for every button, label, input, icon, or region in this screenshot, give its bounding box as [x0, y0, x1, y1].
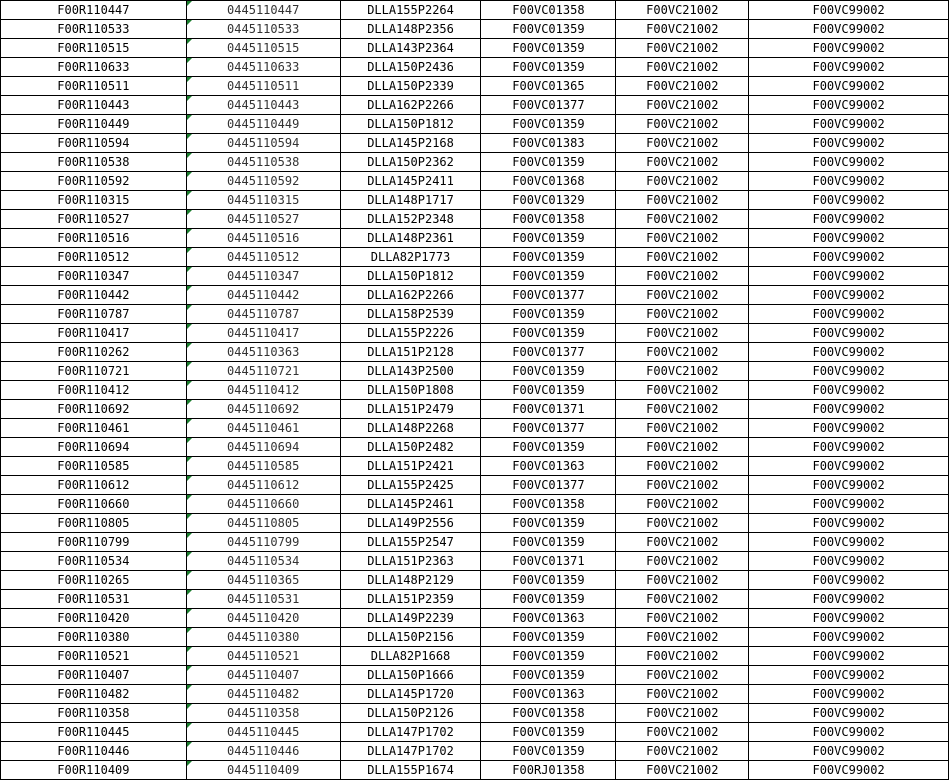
part-number-cell[interactable]: F00R110445 [1, 723, 187, 742]
valve-cell[interactable]: F00VC01359 [481, 723, 616, 742]
injector-number-cell[interactable]: 0445110633 [186, 58, 340, 77]
part-number-cell[interactable]: F00R110380 [1, 628, 187, 647]
nozzle-cell[interactable]: DLLA150P1808 [340, 381, 481, 400]
valve-cell[interactable]: F00VC01377 [481, 343, 616, 362]
injector-number-cell[interactable]: 0445110538 [186, 153, 340, 172]
table-row [1, 628, 949, 647]
valve-cell[interactable]: F00VC01359 [481, 248, 616, 267]
part-number-cell[interactable]: F00R110527 [1, 210, 187, 229]
nozzle-cell[interactable]: DLLA151P2128 [340, 343, 481, 362]
table-row [1, 609, 949, 628]
nozzle-cell[interactable]: DLLA150P2126 [340, 704, 481, 723]
nozzle-cell[interactable]: DLLA151P2359 [340, 590, 481, 609]
table-row [1, 115, 949, 134]
valve-cell[interactable]: F00VC01359 [481, 324, 616, 343]
spring-cell[interactable]: F00VC21002 [616, 590, 749, 609]
kit-cell[interactable]: F00VC99002 [749, 305, 949, 324]
injector-number-cell[interactable]: 0445110347 [186, 267, 340, 286]
injector-number-cell[interactable]: 0445110445 [186, 723, 340, 742]
part-number-cell[interactable]: F00R110515 [1, 39, 187, 58]
part-number-cell[interactable]: F00R110594 [1, 134, 187, 153]
nozzle-cell[interactable]: DLLA152P2348 [340, 210, 481, 229]
nozzle-cell[interactable]: DLLA145P2461 [340, 495, 481, 514]
injector-number-cell[interactable]: 0445110449 [186, 115, 340, 134]
table-row [1, 704, 949, 723]
injector-number-cell[interactable]: 0445110531 [186, 590, 340, 609]
spring-cell[interactable]: F00VC21002 [616, 381, 749, 400]
injector-number-cell[interactable]: 0445110612 [186, 476, 340, 495]
nozzle-cell[interactable]: DLLA143P2364 [340, 39, 481, 58]
table-row [1, 343, 949, 362]
kit-cell[interactable]: F00VC99002 [749, 438, 949, 457]
spring-cell[interactable]: F00VC21002 [616, 476, 749, 495]
injector-number-cell[interactable]: 0445110442 [186, 286, 340, 305]
kit-cell[interactable]: F00VC99002 [749, 419, 949, 438]
kit-cell[interactable]: F00VC99002 [749, 362, 949, 381]
valve-cell[interactable]: F00VC01377 [481, 286, 616, 305]
valve-cell[interactable]: F00VC01329 [481, 191, 616, 210]
valve-cell[interactable]: F00VC01363 [481, 609, 616, 628]
spring-cell[interactable]: F00VC21002 [616, 571, 749, 590]
nozzle-cell[interactable]: DLLA147P1702 [340, 723, 481, 742]
nozzle-cell[interactable]: DLLA162P2266 [340, 286, 481, 305]
valve-cell[interactable]: F00VC01359 [481, 153, 616, 172]
kit-cell[interactable]: F00VC99002 [749, 571, 949, 590]
spring-cell[interactable]: F00VC21002 [616, 210, 749, 229]
table-row [1, 134, 949, 153]
part-number-cell[interactable]: F00R110521 [1, 647, 187, 666]
nozzle-cell[interactable]: DLLA155P1674 [340, 761, 481, 780]
valve-cell[interactable]: F00VC01371 [481, 400, 616, 419]
table-row [1, 305, 949, 324]
part-number-cell[interactable]: F00R110447 [1, 1, 187, 20]
part-number-cell[interactable]: F00R110409 [1, 761, 187, 780]
spring-cell[interactable]: F00VC21002 [616, 552, 749, 571]
table-row [1, 723, 949, 742]
part-number-cell[interactable]: F00R110446 [1, 742, 187, 761]
valve-cell[interactable]: F00VC01359 [481, 229, 616, 248]
table-row [1, 495, 949, 514]
valve-cell[interactable]: F00VC01359 [481, 115, 616, 134]
spring-cell[interactable]: F00VC21002 [616, 191, 749, 210]
table-row [1, 324, 949, 343]
nozzle-cell[interactable]: DLLA145P2168 [340, 134, 481, 153]
kit-cell[interactable]: F00VC99002 [749, 267, 949, 286]
kit-cell[interactable]: F00VC99002 [749, 495, 949, 514]
injector-number-cell[interactable]: 0445110315 [186, 191, 340, 210]
part-number-cell[interactable]: F00R110265 [1, 571, 187, 590]
nozzle-cell[interactable]: DLLA82P1668 [340, 647, 481, 666]
kit-cell[interactable]: F00VC99002 [749, 134, 949, 153]
valve-cell[interactable]: F00VC01358 [481, 704, 616, 723]
kit-cell[interactable]: F00VC99002 [749, 153, 949, 172]
spring-cell[interactable]: F00VC21002 [616, 628, 749, 647]
spring-cell[interactable]: F00VC21002 [616, 96, 749, 115]
injector-number-cell[interactable]: 0445110805 [186, 514, 340, 533]
table-row [1, 20, 949, 39]
spring-cell[interactable]: F00VC21002 [616, 419, 749, 438]
kit-cell[interactable]: F00VC99002 [749, 628, 949, 647]
injector-number-cell[interactable]: 0445110694 [186, 438, 340, 457]
injector-number-cell[interactable]: 0445110594 [186, 134, 340, 153]
spring-cell[interactable]: F00VC21002 [616, 172, 749, 191]
part-number-cell[interactable]: F00R110511 [1, 77, 187, 96]
spring-cell[interactable]: F00VC21002 [616, 267, 749, 286]
part-number-cell[interactable]: F00R110461 [1, 419, 187, 438]
kit-cell[interactable]: F00VC99002 [749, 704, 949, 723]
table-row [1, 476, 949, 495]
kit-cell[interactable]: F00VC99002 [749, 723, 949, 742]
spring-cell[interactable]: F00VC21002 [616, 286, 749, 305]
table-row [1, 267, 949, 286]
kit-cell[interactable]: F00VC99002 [749, 96, 949, 115]
part-number-cell[interactable]: F00R110443 [1, 96, 187, 115]
table-row [1, 514, 949, 533]
injector-number-cell[interactable]: 0445110358 [186, 704, 340, 723]
nozzle-cell[interactable]: DLLA149P2239 [340, 609, 481, 628]
valve-cell[interactable]: F00VC01359 [481, 267, 616, 286]
table-row [1, 438, 949, 457]
nozzle-cell[interactable]: DLLA151P2479 [340, 400, 481, 419]
valve-cell[interactable]: F00VC01359 [481, 628, 616, 647]
part-number-cell[interactable]: F00R110516 [1, 229, 187, 248]
spring-cell[interactable]: F00VC21002 [616, 495, 749, 514]
part-number-cell[interactable]: F00R110633 [1, 58, 187, 77]
kit-cell[interactable]: F00VC99002 [749, 324, 949, 343]
part-number-cell[interactable]: F00R110417 [1, 324, 187, 343]
nozzle-cell[interactable]: DLLA150P2339 [340, 77, 481, 96]
part-number-cell[interactable]: F00R110358 [1, 704, 187, 723]
injector-number-cell[interactable]: 0445110512 [186, 248, 340, 267]
injector-number-cell[interactable]: 0445110692 [186, 400, 340, 419]
nozzle-cell[interactable]: DLLA150P1812 [340, 267, 481, 286]
kit-cell[interactable]: F00VC99002 [749, 685, 949, 704]
spring-cell[interactable]: F00VC21002 [616, 248, 749, 267]
part-number-cell[interactable]: F00R110787 [1, 305, 187, 324]
valve-cell[interactable]: F00VC01358 [481, 495, 616, 514]
kit-cell[interactable]: F00VC99002 [749, 590, 949, 609]
injector-number-cell[interactable]: 0445110363 [186, 343, 340, 362]
spring-cell[interactable]: F00VC21002 [616, 438, 749, 457]
kit-cell[interactable]: F00VC99002 [749, 343, 949, 362]
spring-cell[interactable]: F00VC21002 [616, 115, 749, 134]
nozzle-cell[interactable]: DLLA155P2264 [340, 1, 481, 20]
valve-cell[interactable]: F00VC01363 [481, 685, 616, 704]
part-number-cell[interactable]: F00R110442 [1, 286, 187, 305]
valve-cell[interactable]: F00VC01359 [481, 39, 616, 58]
kit-cell[interactable]: F00VC99002 [749, 77, 949, 96]
part-number-cell[interactable]: F00R110534 [1, 552, 187, 571]
injector-number-cell[interactable]: 0445110420 [186, 609, 340, 628]
spring-cell[interactable]: F00VC21002 [616, 400, 749, 419]
injector-number-cell[interactable]: 0445110380 [186, 628, 340, 647]
valve-cell[interactable]: F00VC01359 [481, 514, 616, 533]
nozzle-cell[interactable]: DLLA162P2266 [340, 96, 481, 115]
part-number-cell[interactable]: F00R110721 [1, 362, 187, 381]
valve-cell[interactable]: F00VC01359 [481, 58, 616, 77]
part-number-cell[interactable]: F00R110660 [1, 495, 187, 514]
kit-cell[interactable]: F00VC99002 [749, 172, 949, 191]
nozzle-cell[interactable]: DLLA151P2421 [340, 457, 481, 476]
injector-number-cell[interactable]: 0445110407 [186, 666, 340, 685]
valve-cell[interactable]: F00VC01359 [481, 20, 616, 39]
table-row [1, 552, 949, 571]
valve-cell[interactable]: F00VC01359 [481, 362, 616, 381]
kit-cell[interactable]: F00VC99002 [749, 457, 949, 476]
spring-cell[interactable]: F00VC21002 [616, 58, 749, 77]
part-number-cell[interactable]: F00R110482 [1, 685, 187, 704]
nozzle-cell[interactable]: DLLA158P2539 [340, 305, 481, 324]
valve-cell[interactable]: F00VC01368 [481, 172, 616, 191]
spring-cell[interactable]: F00VC21002 [616, 704, 749, 723]
injector-number-cell[interactable]: 0445110446 [186, 742, 340, 761]
table-row [1, 286, 949, 305]
part-number-cell[interactable]: F00R110407 [1, 666, 187, 685]
spring-cell[interactable]: F00VC21002 [616, 153, 749, 172]
injector-number-cell[interactable]: 0445110482 [186, 685, 340, 704]
injector-number-cell[interactable]: 0445110515 [186, 39, 340, 58]
valve-cell[interactable]: F00VC01371 [481, 552, 616, 571]
nozzle-cell[interactable]: DLLA149P2556 [340, 514, 481, 533]
injector-number-cell[interactable]: 0445110787 [186, 305, 340, 324]
injector-number-cell[interactable]: 0445110412 [186, 381, 340, 400]
part-number-cell[interactable]: F00R110512 [1, 248, 187, 267]
table-row [1, 153, 949, 172]
injector-number-cell[interactable]: 0445110447 [186, 1, 340, 20]
injector-number-cell[interactable]: 0445110527 [186, 210, 340, 229]
injector-number-cell[interactable]: 0445110799 [186, 533, 340, 552]
spring-cell[interactable]: F00VC21002 [616, 514, 749, 533]
valve-cell[interactable]: F00VC01377 [481, 96, 616, 115]
valve-cell[interactable]: F00VC01359 [481, 571, 616, 590]
spring-cell[interactable]: F00VC21002 [616, 305, 749, 324]
kit-cell[interactable]: F00VC99002 [749, 609, 949, 628]
valve-cell[interactable]: F00VC01359 [481, 647, 616, 666]
kit-cell[interactable]: F00VC99002 [749, 647, 949, 666]
nozzle-cell[interactable]: DLLA150P1812 [340, 115, 481, 134]
nozzle-cell[interactable]: DLLA82P1773 [340, 248, 481, 267]
part-number-cell[interactable]: F00R110694 [1, 438, 187, 457]
table-row [1, 666, 949, 685]
kit-cell[interactable]: F00VC99002 [749, 58, 949, 77]
spreadsheet-body [1, 1, 949, 780]
valve-cell[interactable]: F00VC01359 [481, 742, 616, 761]
injector-number-cell[interactable]: 0445110721 [186, 362, 340, 381]
valve-cell[interactable]: F00VC01358 [481, 210, 616, 229]
spring-cell[interactable]: F00VC21002 [616, 39, 749, 58]
injector-number-cell[interactable]: 0445110511 [186, 77, 340, 96]
spring-cell[interactable]: F00VC21002 [616, 685, 749, 704]
part-number-cell[interactable]: F00R110805 [1, 514, 187, 533]
spring-cell[interactable]: F00VC21002 [616, 742, 749, 761]
kit-cell[interactable]: F00VC99002 [749, 1, 949, 20]
table-row [1, 590, 949, 609]
table-row [1, 210, 949, 229]
table-row [1, 1, 949, 20]
part-number-cell[interactable]: F00R110420 [1, 609, 187, 628]
table-row [1, 533, 949, 552]
kit-cell[interactable]: F00VC99002 [749, 39, 949, 58]
part-number-cell[interactable]: F00R110262 [1, 343, 187, 362]
nozzle-cell[interactable]: DLLA148P2129 [340, 571, 481, 590]
nozzle-cell[interactable]: DLLA150P2362 [340, 153, 481, 172]
spring-cell[interactable]: F00VC21002 [616, 723, 749, 742]
spring-cell[interactable]: F00VC21002 [616, 324, 749, 343]
nozzle-cell[interactable]: DLLA155P2547 [340, 533, 481, 552]
injector-number-cell[interactable]: 0445110521 [186, 647, 340, 666]
kit-cell[interactable]: F00VC99002 [749, 20, 949, 39]
part-number-cell[interactable]: F00R110449 [1, 115, 187, 134]
valve-cell[interactable]: F00VC01359 [481, 381, 616, 400]
spring-cell[interactable]: F00VC21002 [616, 647, 749, 666]
spring-cell[interactable]: F00VC21002 [616, 666, 749, 685]
table-row [1, 362, 949, 381]
spring-cell[interactable]: F00VC21002 [616, 533, 749, 552]
nozzle-cell[interactable]: DLLA148P2361 [340, 229, 481, 248]
nozzle-cell[interactable]: DLLA145P1720 [340, 685, 481, 704]
injector-number-cell[interactable]: 0445110660 [186, 495, 340, 514]
valve-cell[interactable]: F00VC01359 [481, 590, 616, 609]
kit-cell[interactable]: F00VC99002 [749, 476, 949, 495]
injector-number-cell[interactable]: 0445110516 [186, 229, 340, 248]
nozzle-cell[interactable]: DLLA150P2436 [340, 58, 481, 77]
nozzle-cell[interactable]: DLLA148P1717 [340, 191, 481, 210]
injector-number-cell[interactable]: 0445110365 [186, 571, 340, 590]
kit-cell[interactable]: F00VC99002 [749, 248, 949, 267]
valve-cell[interactable]: F00VC01359 [481, 666, 616, 685]
part-number-cell[interactable]: F00R110531 [1, 590, 187, 609]
table-row [1, 191, 949, 210]
kit-cell[interactable]: F00VC99002 [749, 286, 949, 305]
spring-cell[interactable]: F00VC21002 [616, 343, 749, 362]
valve-cell[interactable]: F00VC01365 [481, 77, 616, 96]
part-number-cell[interactable]: F00R110592 [1, 172, 187, 191]
nozzle-cell[interactable]: DLLA155P2226 [340, 324, 481, 343]
spring-cell[interactable]: F00VC21002 [616, 761, 749, 780]
valve-cell[interactable]: F00VC01359 [481, 533, 616, 552]
part-number-cell[interactable]: F00R110347 [1, 267, 187, 286]
nozzle-cell[interactable]: DLLA150P2156 [340, 628, 481, 647]
valve-cell[interactable]: F00VC01359 [481, 438, 616, 457]
spring-cell[interactable]: F00VC21002 [616, 457, 749, 476]
valve-cell[interactable]: F00RJ01358 [481, 761, 616, 780]
kit-cell[interactable]: F00VC99002 [749, 400, 949, 419]
kit-cell[interactable]: F00VC99002 [749, 761, 949, 780]
part-number-cell[interactable]: F00R110412 [1, 381, 187, 400]
nozzle-cell[interactable]: DLLA145P2411 [340, 172, 481, 191]
injector-number-cell[interactable]: 0445110409 [186, 761, 340, 780]
injector-number-cell[interactable]: 0445110592 [186, 172, 340, 191]
kit-cell[interactable]: F00VC99002 [749, 229, 949, 248]
table-row [1, 457, 949, 476]
table-row [1, 39, 949, 58]
kit-cell[interactable]: F00VC99002 [749, 191, 949, 210]
valve-cell[interactable]: F00VC01383 [481, 134, 616, 153]
table-row [1, 685, 949, 704]
valve-cell[interactable]: F00VC01377 [481, 476, 616, 495]
kit-cell[interactable]: F00VC99002 [749, 552, 949, 571]
spring-cell[interactable]: F00VC21002 [616, 362, 749, 381]
kit-cell[interactable]: F00VC99002 [749, 533, 949, 552]
table-row [1, 742, 949, 761]
spring-cell[interactable]: F00VC21002 [616, 1, 749, 20]
part-number-cell[interactable]: F00R110799 [1, 533, 187, 552]
kit-cell[interactable]: F00VC99002 [749, 742, 949, 761]
table-row [1, 77, 949, 96]
injector-number-cell[interactable]: 0445110417 [186, 324, 340, 343]
spring-cell[interactable]: F00VC21002 [616, 134, 749, 153]
spring-cell[interactable]: F00VC21002 [616, 609, 749, 628]
nozzle-cell[interactable]: DLLA155P2425 [340, 476, 481, 495]
injector-number-cell[interactable]: 0445110585 [186, 457, 340, 476]
kit-cell[interactable]: F00VC99002 [749, 666, 949, 685]
kit-cell[interactable]: F00VC99002 [749, 115, 949, 134]
injector-number-cell[interactable]: 0445110443 [186, 96, 340, 115]
nozzle-cell[interactable]: DLLA150P2482 [340, 438, 481, 457]
valve-cell[interactable]: F00VC01363 [481, 457, 616, 476]
injector-number-cell[interactable]: 0445110534 [186, 552, 340, 571]
part-number-cell[interactable]: F00R110538 [1, 153, 187, 172]
part-number-cell[interactable]: F00R110585 [1, 457, 187, 476]
spring-cell[interactable]: F00VC21002 [616, 77, 749, 96]
part-number-cell[interactable]: F00R110315 [1, 191, 187, 210]
table-row [1, 571, 949, 590]
nozzle-cell[interactable]: DLLA151P2363 [340, 552, 481, 571]
table-row [1, 381, 949, 400]
kit-cell[interactable]: F00VC99002 [749, 514, 949, 533]
table-row [1, 400, 949, 419]
nozzle-cell[interactable]: DLLA148P2356 [340, 20, 481, 39]
injector-number-cell[interactable]: 0445110533 [186, 20, 340, 39]
injector-number-cell[interactable]: 0445110461 [186, 419, 340, 438]
table-row [1, 419, 949, 438]
part-number-cell[interactable]: F00R110612 [1, 476, 187, 495]
table-row [1, 229, 949, 248]
nozzle-cell[interactable]: DLLA148P2268 [340, 419, 481, 438]
valve-cell[interactable]: F00VC01377 [481, 419, 616, 438]
kit-cell[interactable]: F00VC99002 [749, 381, 949, 400]
table-row [1, 96, 949, 115]
spring-cell[interactable]: F00VC21002 [616, 229, 749, 248]
kit-cell[interactable]: F00VC99002 [749, 210, 949, 229]
table-row [1, 647, 949, 666]
valve-cell[interactable]: F00VC01359 [481, 305, 616, 324]
nozzle-cell[interactable]: DLLA143P2500 [340, 362, 481, 381]
table-row [1, 172, 949, 191]
part-number-cell[interactable]: F00R110692 [1, 400, 187, 419]
table-row [1, 761, 949, 780]
nozzle-cell[interactable]: DLLA147P1702 [340, 742, 481, 761]
spring-cell[interactable]: F00VC21002 [616, 20, 749, 39]
table-row [1, 58, 949, 77]
part-number-cell[interactable]: F00R110533 [1, 20, 187, 39]
valve-cell[interactable]: F00VC01358 [481, 1, 616, 20]
table-row [1, 248, 949, 267]
nozzle-cell[interactable]: DLLA150P1666 [340, 666, 481, 685]
